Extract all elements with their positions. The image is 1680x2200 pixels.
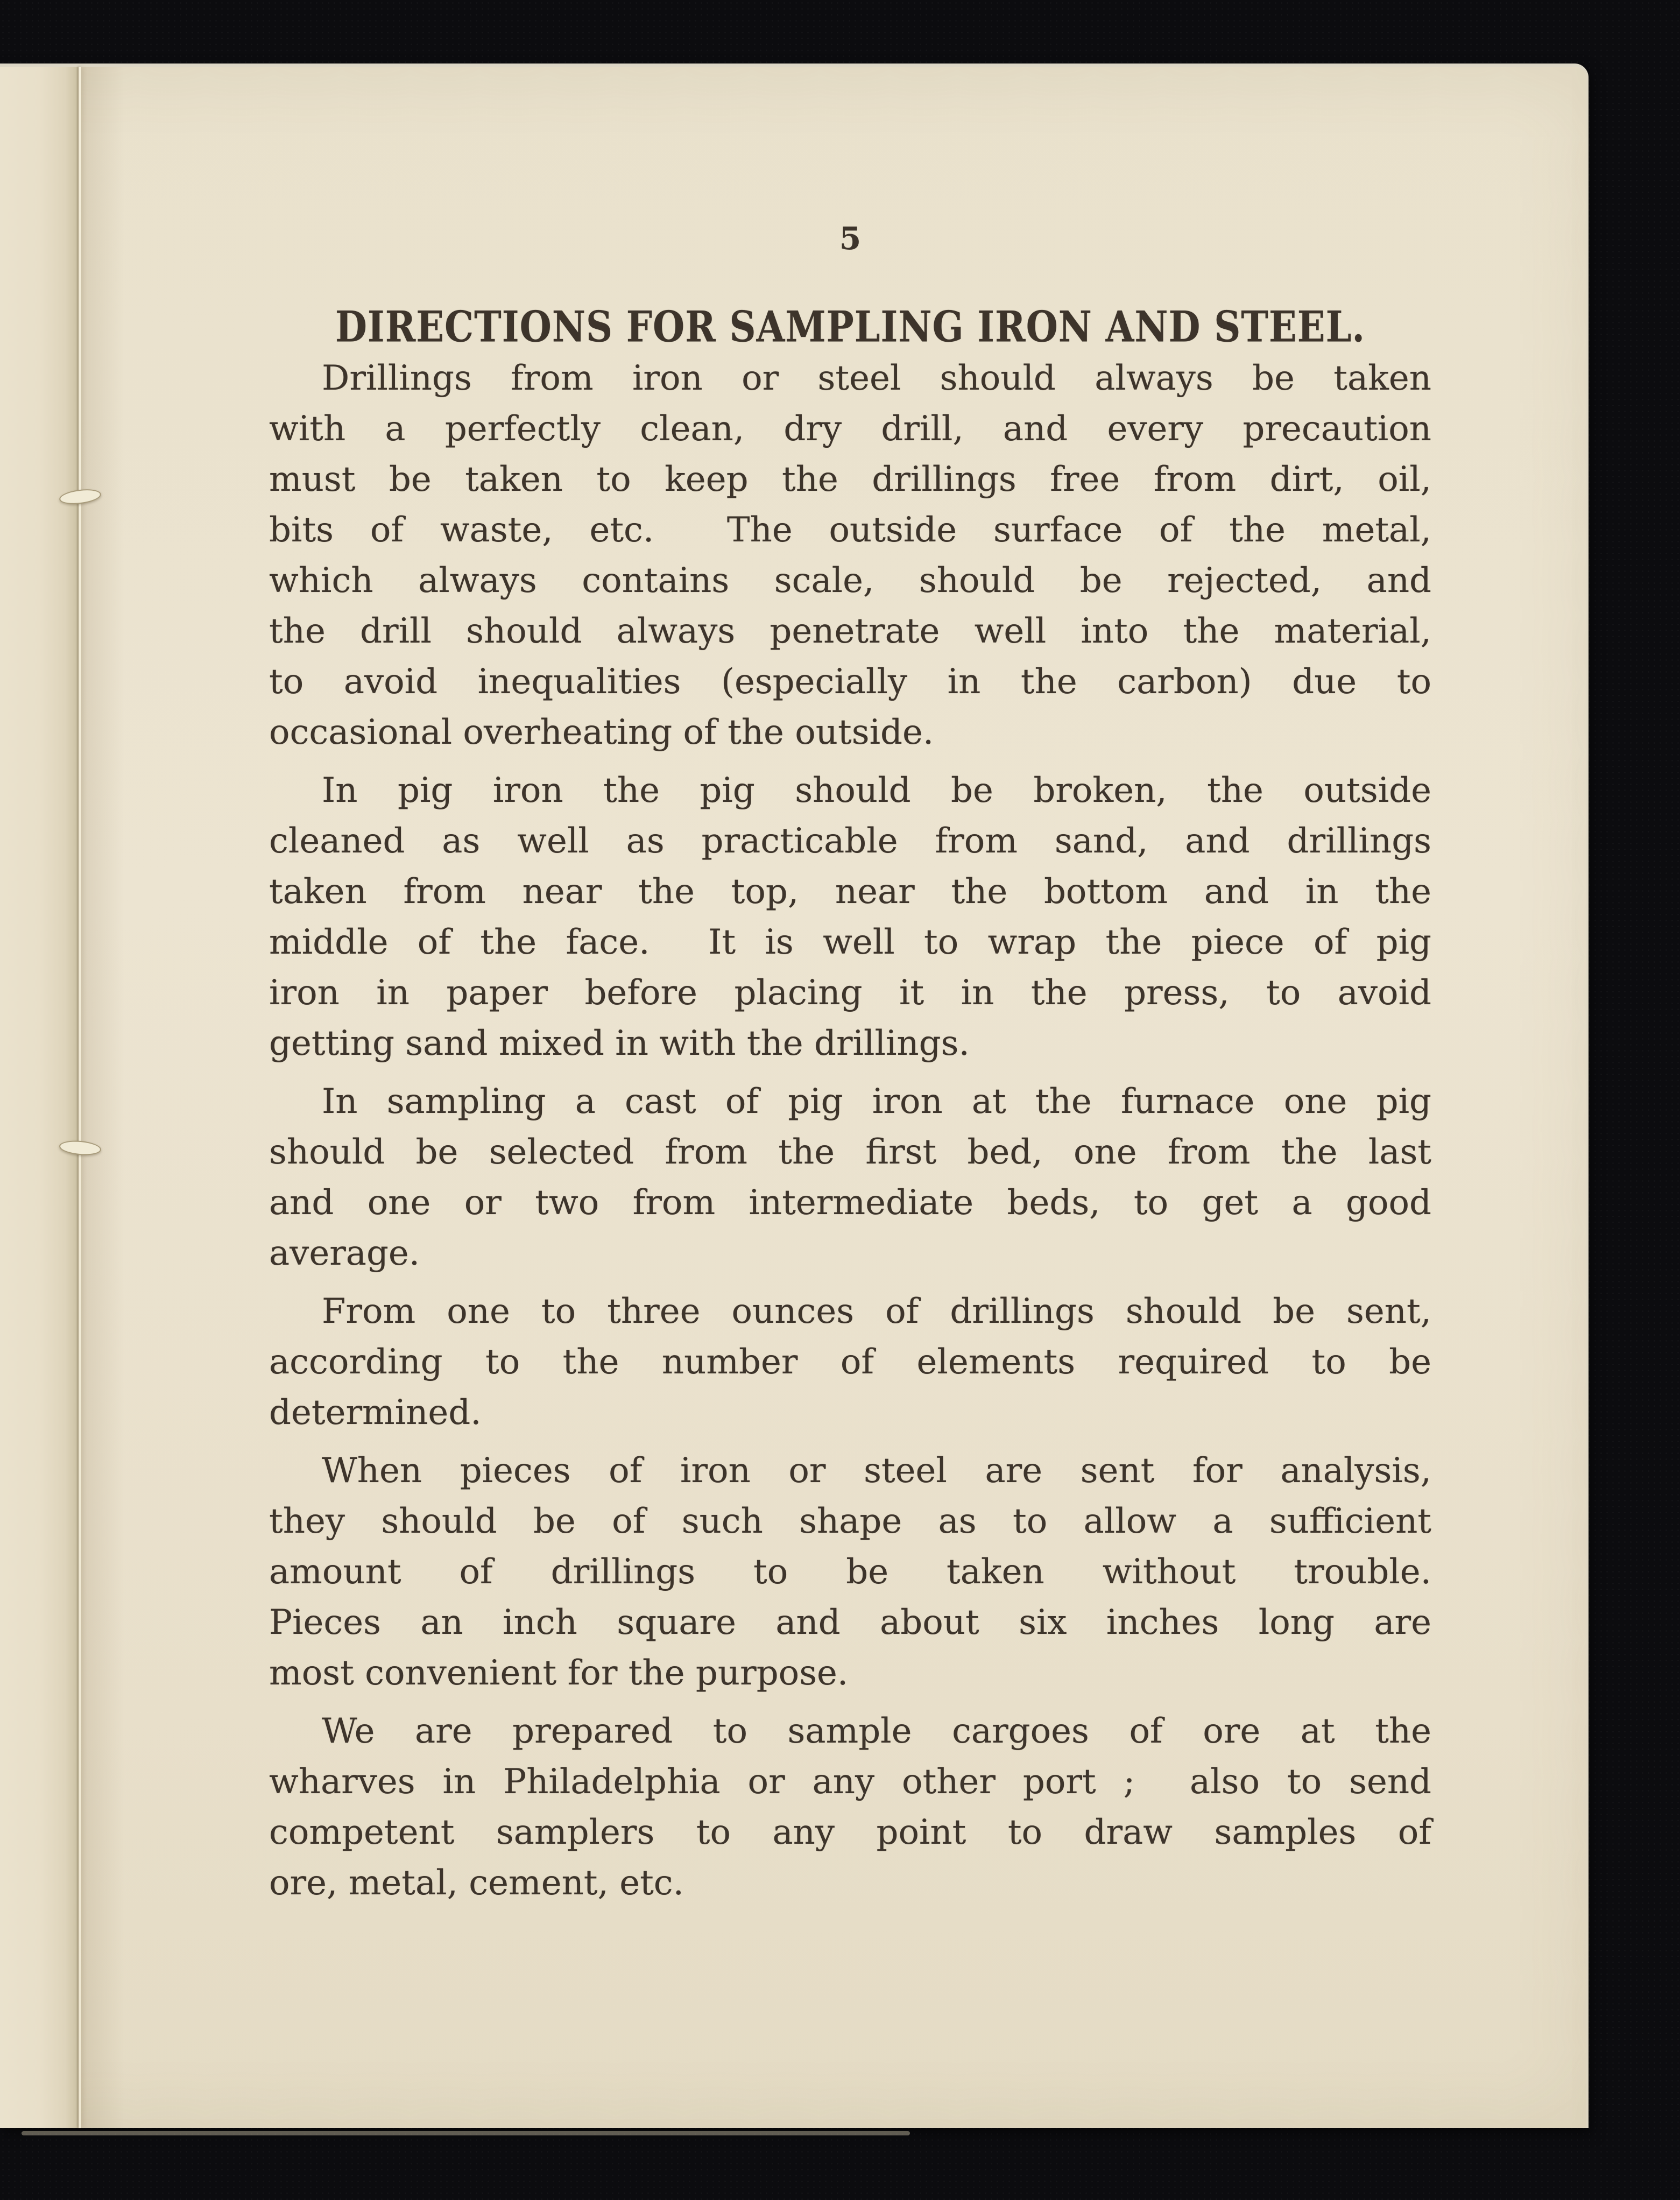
text-line: Pieces an inch square and about six inches long are xyxy=(269,1603,1431,1642)
text-line: From one to three ounces of drillings should be sent, xyxy=(322,1292,1431,1331)
text-line: getting sand mixed in with the drillings. xyxy=(269,1024,970,1063)
section-heading: DIRECTIONS FOR SAMPLING IRON AND STEEL. xyxy=(335,302,1366,352)
text-line: bits of waste, etc. The outside surface of the metal, xyxy=(269,510,1431,550)
page-number: 5 xyxy=(839,220,862,257)
paragraph xyxy=(269,1286,1431,1438)
book-page xyxy=(0,64,1589,2128)
text-line: average. xyxy=(269,1233,420,1273)
text-line: ore, metal, cement, etc. xyxy=(269,1863,684,1903)
text-line: determined. xyxy=(269,1393,482,1433)
paragraph xyxy=(269,1076,1431,1279)
text-line: competent samplers to any point to draw samples of xyxy=(269,1813,1431,1852)
body-text xyxy=(269,353,1431,1908)
text-line: with a perfectly clean, dry drill, and every precaution xyxy=(269,409,1431,449)
text-line: iron in paper before placing it in the press, to avoid xyxy=(269,973,1431,1013)
page-content xyxy=(269,67,1431,1916)
text-line: Drillings from iron or steel should always be taken xyxy=(322,358,1431,398)
text-line: In pig iron the pig should be broken, the outside xyxy=(322,771,1431,810)
text-line: amount of drillings to be taken without trouble. xyxy=(269,1552,1431,1592)
text-line: which always contains scale, should be rejected, and xyxy=(269,561,1431,601)
binding-crease-shadow xyxy=(81,67,124,2128)
page-fold-edge xyxy=(0,67,80,2128)
paragraph xyxy=(269,1445,1431,1698)
paragraph xyxy=(269,353,1431,758)
text-line: to avoid inequalities (especially in the carbon) due to xyxy=(269,662,1431,702)
text-line: should be selected from the first bed, one from the last xyxy=(269,1132,1431,1172)
text-line: the drill should always penetrate well into the material, xyxy=(269,611,1431,651)
text-line: When pieces of iron or steel are sent for analysis, xyxy=(322,1451,1431,1491)
text-line: In sampling a cast of pig iron at the furnace one pig xyxy=(322,1082,1431,1122)
text-line: occasional overheating of the outside. xyxy=(269,713,934,752)
text-line: most convenient for the purpose. xyxy=(269,1653,849,1693)
text-line: according to the number of elements required to be xyxy=(269,1342,1431,1382)
text-line: We are prepared to sample cargoes of ore at the xyxy=(322,1711,1431,1751)
paragraph xyxy=(269,765,1431,1069)
text-line: must be taken to keep the drillings free from dirt, oil, xyxy=(269,460,1431,499)
text-line: they should be of such shape as to allow a sufficient xyxy=(269,1501,1431,1541)
text-line: taken from near the top, near the bottom and in the xyxy=(269,872,1431,912)
text-line: and one or two from intermediate beds, to get a good xyxy=(269,1183,1431,1223)
text-line: wharves in Philadelphia or any other port ; also to send xyxy=(269,1762,1431,1802)
text-line: middle of the face. It is well to wrap the piece of pig xyxy=(269,922,1431,962)
paragraph xyxy=(269,1706,1431,1908)
text-line: cleaned as well as practicable from sand, and drillings xyxy=(269,821,1431,861)
